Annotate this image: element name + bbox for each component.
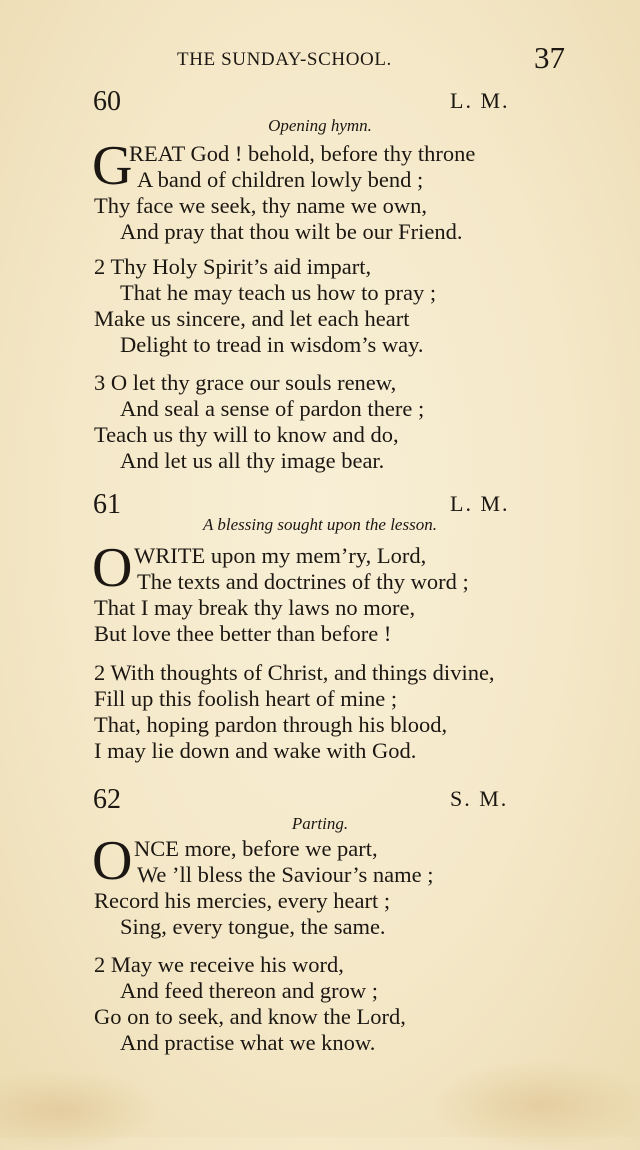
verse-line: WRITE upon my mem’ry, Lord, bbox=[134, 543, 427, 568]
verse-line: Delight to tread in wisdom’s way. bbox=[120, 332, 424, 357]
drop-cap: O bbox=[92, 537, 133, 599]
hymn-title: Opening hymn. bbox=[268, 116, 372, 135]
verse-line: Go on to seek, and know the Lord, bbox=[94, 1004, 406, 1029]
verse-line: And feed thereon and grow ; bbox=[120, 978, 379, 1003]
hymn-meter: L. M. bbox=[450, 491, 510, 516]
hymn-meter: S. M. bbox=[450, 786, 509, 811]
verse-line: Teach us thy will to know and do, bbox=[94, 422, 399, 447]
verse-line: A band of children lowly bend ; bbox=[137, 167, 424, 192]
hymn-title: Parting. bbox=[291, 814, 349, 833]
verse-line: 2 Thy Holy Spirit’s aid impart, bbox=[94, 254, 372, 279]
verse-line: REAT God ! behold, before thy throne bbox=[129, 141, 476, 166]
verse-line: But love thee better than before ! bbox=[94, 621, 392, 646]
page-header bbox=[0, 40, 640, 80]
drop-cap: G bbox=[92, 135, 133, 197]
verse-line: That I may break thy laws no more, bbox=[94, 595, 416, 620]
verse-line: Thy face we seek, thy name we own, bbox=[94, 193, 427, 218]
hymn-number: 60 bbox=[93, 86, 121, 117]
page-number: 37 bbox=[534, 40, 565, 75]
verse-line: That he may teach us how to pray ; bbox=[120, 280, 437, 305]
verse-line: 2 May we receive his word, bbox=[94, 952, 344, 977]
verse-line: And pray that thou wilt be our Friend. bbox=[120, 219, 463, 244]
running-title: THE SUNDAY-SCHOOL. bbox=[177, 49, 392, 70]
verse-line: 2 With thoughts of Christ, and things divine, bbox=[94, 660, 495, 685]
hymn-title: A blessing sought upon the lesson. bbox=[203, 515, 437, 534]
verse-line: That, hoping pardon through his blood, bbox=[94, 712, 448, 737]
hymn-meter: L. M. bbox=[450, 88, 510, 113]
verse-line: And let us all thy image bear. bbox=[120, 448, 385, 473]
drop-cap: O bbox=[92, 830, 133, 892]
verse-line: Record his mercies, every heart ; bbox=[94, 888, 391, 913]
verse-line: We ’ll bless the Saviour’s name ; bbox=[137, 862, 434, 887]
verse-line: And seal a sense of pardon there ; bbox=[120, 396, 425, 421]
verse-line: 3 O let thy grace our souls renew, bbox=[94, 370, 397, 395]
paper-stain bbox=[0, 1070, 160, 1150]
verse-line: Fill up this foolish heart of mine ; bbox=[94, 686, 398, 711]
verse-line: The texts and doctrines of thy word ; bbox=[137, 569, 469, 594]
verse-line: I may lie down and wake with God. bbox=[94, 738, 417, 763]
hymn-number: 61 bbox=[93, 489, 121, 520]
verse-line: NCE more, before we part, bbox=[134, 836, 378, 861]
hymn-number: 62 bbox=[93, 784, 121, 815]
verse-line: Sing, every tongue, the same. bbox=[120, 914, 386, 939]
verse-line: And practise what we know. bbox=[120, 1030, 376, 1055]
verse-line: Make us sincere, and let each heart bbox=[94, 306, 410, 331]
